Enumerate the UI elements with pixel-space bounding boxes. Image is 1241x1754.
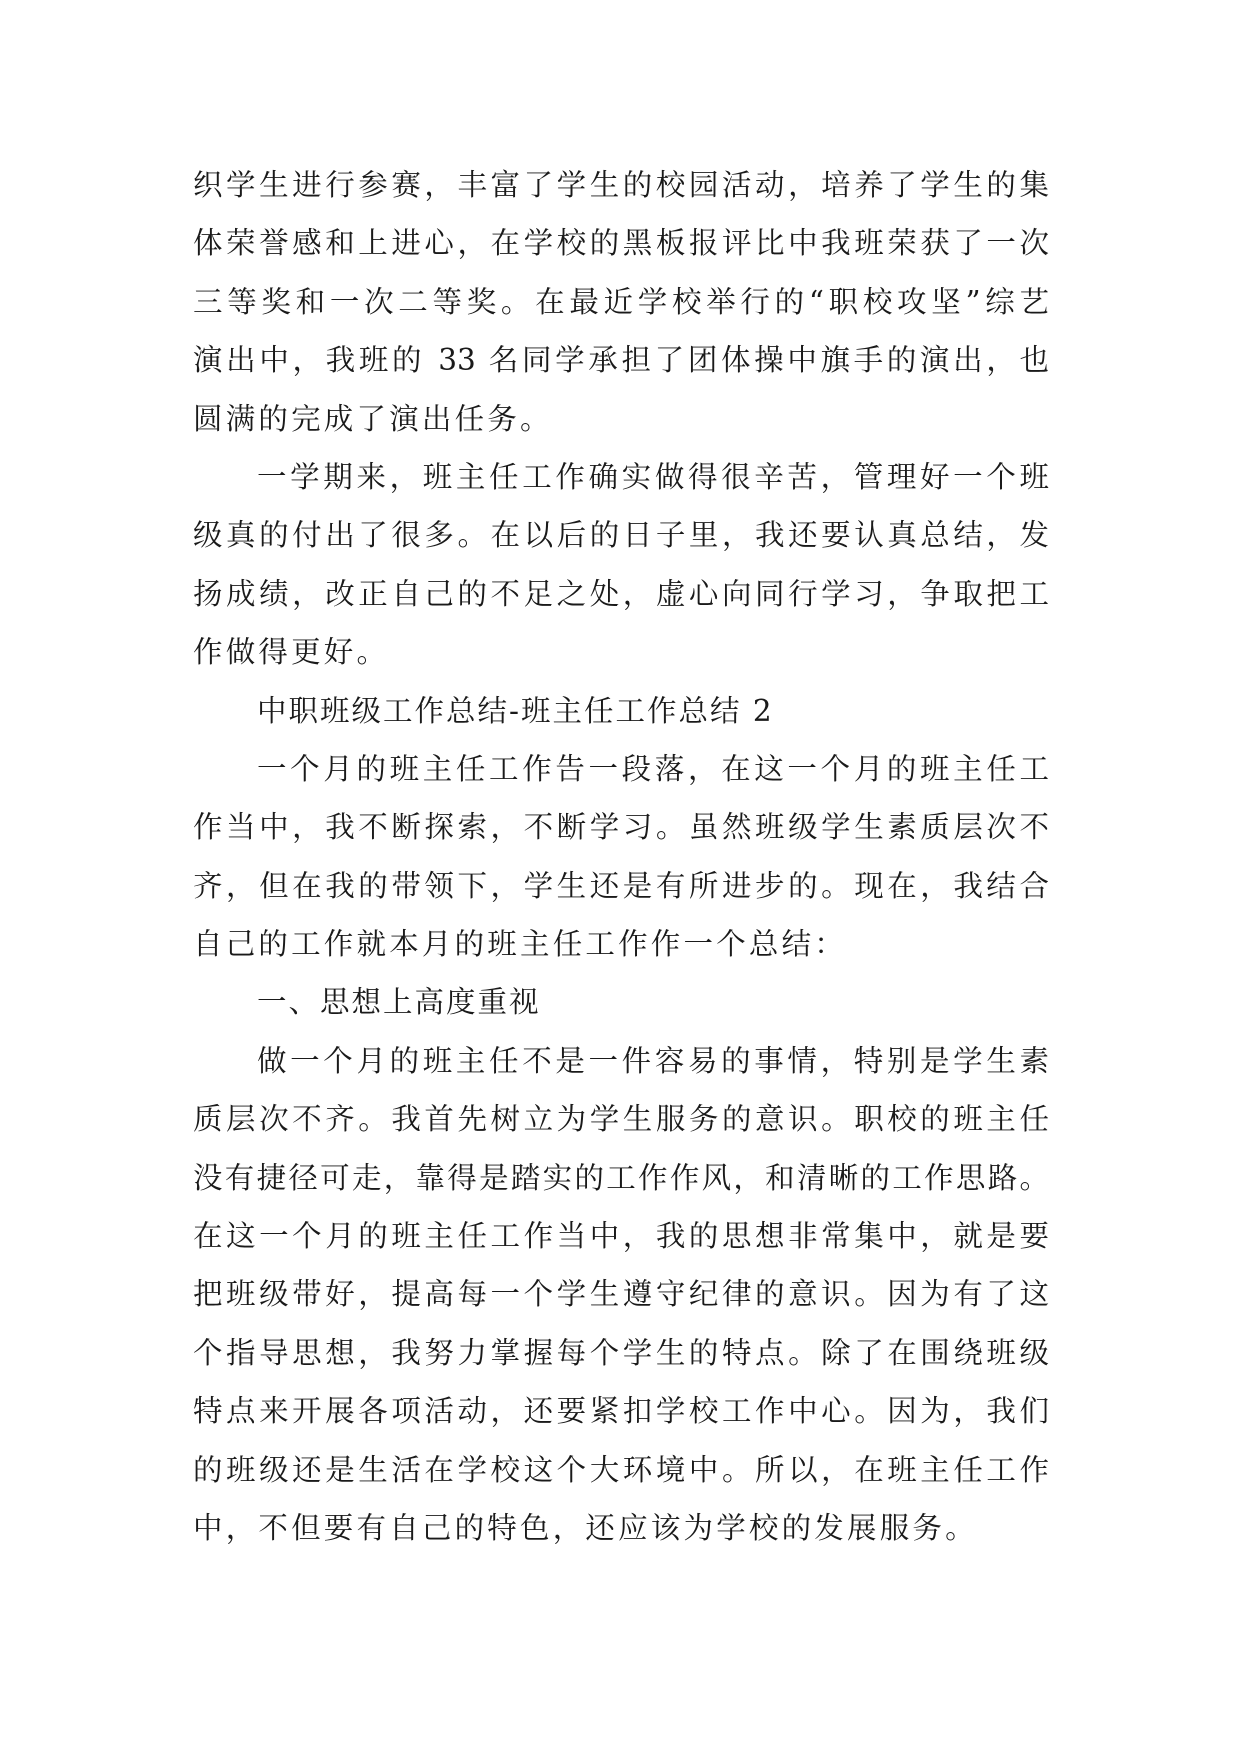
text-line: 一学期来，班主任工作确实做得很辛苦，管理好一个班 xyxy=(257,459,1049,494)
section-heading xyxy=(193,682,1049,740)
text-line: 齐，但在我的带领下，学生还是有所进步的。现在，我结合 xyxy=(193,868,1049,903)
text-line: 质层次不齐。我首先树立为学生服务的意识。职校的班主任 xyxy=(193,1102,1049,1137)
paragraph-3 xyxy=(193,740,1049,974)
text-line: 没有捷径可走，靠得是踏实的工作作风，和清晰的工作思路。 xyxy=(193,1160,1049,1195)
text-line: 作当中，我不断探索，不断学习。虽然班级学生素质层次不 xyxy=(193,810,1049,845)
paragraph-4 xyxy=(193,1032,1049,1558)
text-line: 体荣誉感和上进心，在学校的黑板报评比中我班荣获了一次 xyxy=(193,226,1049,261)
text-line: 圆满的完成了演出任务。 xyxy=(193,401,553,436)
text-line: 一个月的班主任工作告一段落，在这一个月的班主任工 xyxy=(257,751,1049,786)
text-line: 特点来开展各项活动，还要紧扣学校工作中心。因为，我们 xyxy=(193,1394,1049,1429)
paragraph-1 xyxy=(193,156,1049,448)
text-line: 中，不但要有自己的特色，还应该为学校的发展服务。 xyxy=(193,1510,978,1545)
text-line: 的班级还是生活在学校这个大环境中。所以，在班主任工作 xyxy=(193,1452,1049,1487)
heading-line: 中职班级工作总结-班主任工作总结 2 xyxy=(257,693,774,728)
text-line: 级真的付出了很多。在以后的日子里，我还要认真总结，发 xyxy=(193,518,1049,553)
paragraph-2 xyxy=(193,448,1049,682)
document-page xyxy=(193,156,1049,1557)
text-line: 个指导思想，我努力掌握每个学生的特点。除了在围绕班级 xyxy=(193,1335,1049,1370)
text-line: 把班级带好，提高每一个学生遵守纪律的意识。因为有了这 xyxy=(193,1277,1049,1312)
text-line: 做一个月的班主任不是一件容易的事情，特别是学生素 xyxy=(257,1043,1049,1078)
text-line: 自己的工作就本月的班主任工作作一个总结： xyxy=(193,927,848,962)
text-line: 三等奖和一次二等奖。在最近学校举行的“职校攻坚”综艺 xyxy=(193,284,1049,319)
text-line: 织学生进行参赛，丰富了学生的校园活动，培养了学生的集 xyxy=(193,168,1049,202)
heading-line: 一、思想上高度重视 xyxy=(257,985,541,1020)
subsection-heading xyxy=(193,973,1049,1031)
text-line: 演出中，我班的 33 名同学承担了团体操中旗手的演出，也 xyxy=(193,343,1049,378)
text-line: 扬成绩，改正自己的不足之处，虚心向同行学习，争取把工 xyxy=(193,576,1049,611)
text-line: 在这一个月的班主任工作当中，我的思想非常集中，就是要 xyxy=(193,1219,1049,1254)
text-line: 作做得更好。 xyxy=(193,635,390,670)
